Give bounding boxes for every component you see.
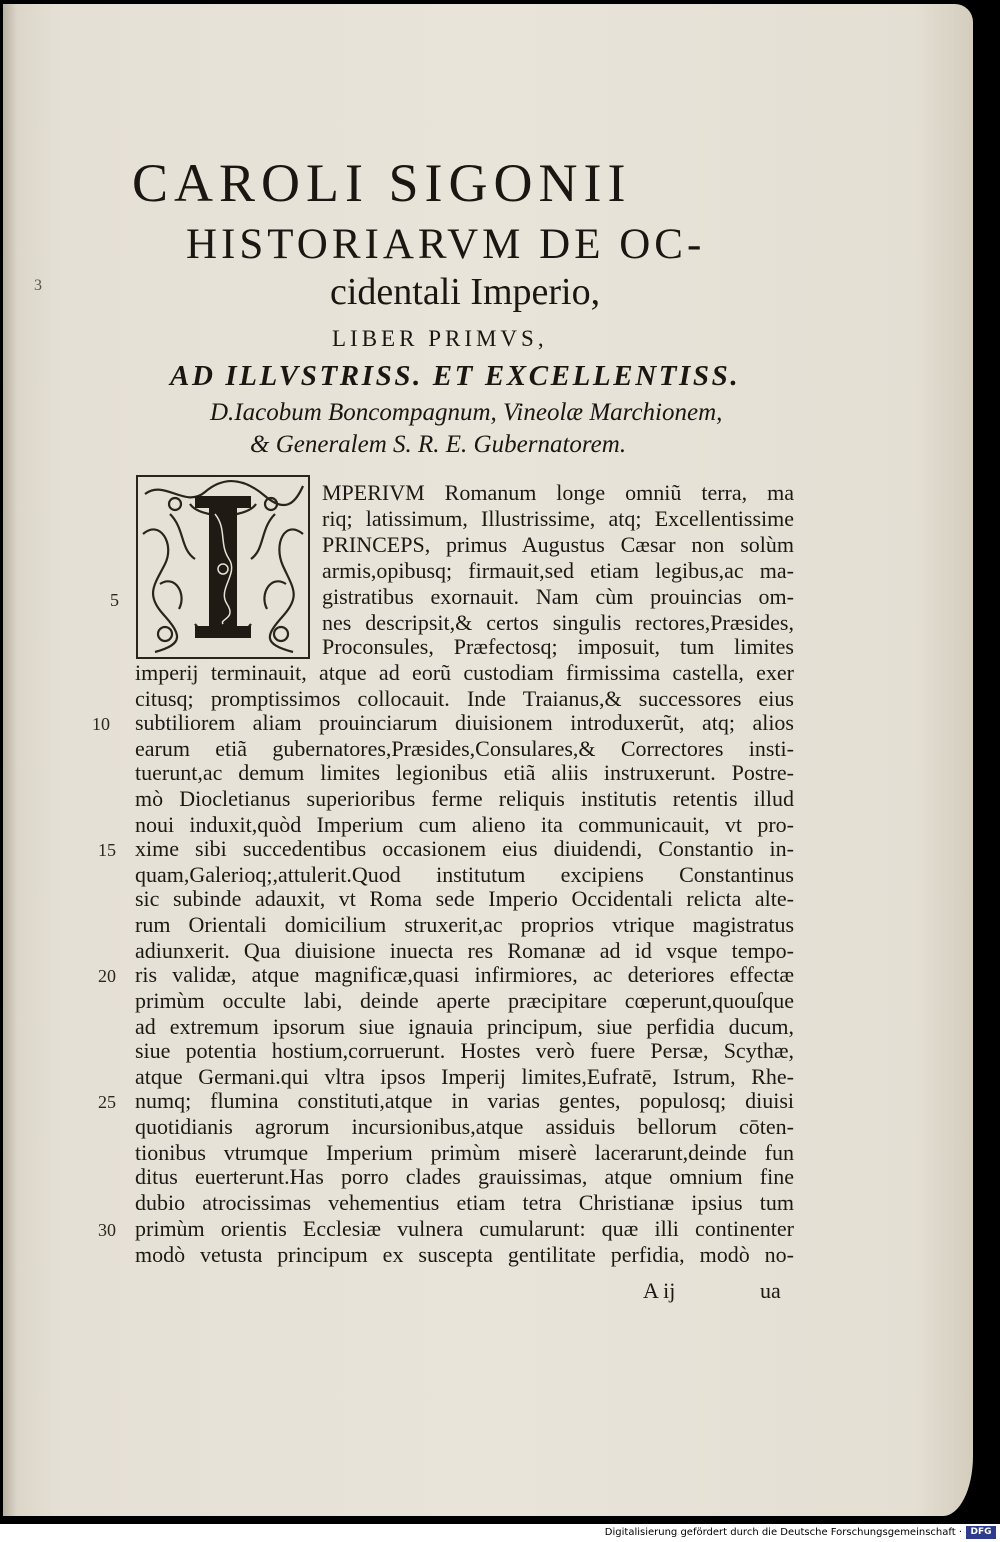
text-line: imperij terminauit, atque ad eorũ custodiam firmissima castella, exer <box>135 660 794 685</box>
text-line: quam,Galerioq;,attulerit.Quod institutum excipiens Constantinus <box>135 862 794 887</box>
text-line: earum etiã gubernatores,Præsides,Consulares,& Correctores insti- <box>135 736 794 761</box>
text-line: tuerunt,ac demum limites legionibus etiã aliis instruxerunt. Postre- <box>135 760 794 785</box>
dedication-heading: AD ILLVSTRISS. ET EXCELLENTISS. <box>170 360 741 392</box>
text-line: siue potentia hostium,corruerunt. Hostes verò fuere Persæ, Scythæ, <box>135 1038 794 1063</box>
text-line: PRINCEPS, primus Augustus Cæsar non solùm <box>322 532 794 557</box>
text-line: xime sibi succedentibus occasionem eius diuidendi, Constantio in- <box>135 836 794 861</box>
title-book-number: LIBER PRIMVS, <box>332 326 548 351</box>
line-number: 5 <box>110 590 119 610</box>
line-number: 20 <box>98 966 116 986</box>
page-gutter-shadow <box>3 4 17 1516</box>
catchword: ua <box>760 1278 781 1303</box>
dedication-line: & Generalem S. R. E. Gubernatorem. <box>250 431 627 458</box>
title-work-continued: cidentali Imperio, <box>330 271 601 313</box>
signature-mark: A ij <box>643 1278 676 1303</box>
title-author: CAROLI SIGONII <box>132 153 632 213</box>
text-line: Proconsules, Præfectosq; imposuit, tum limites <box>322 634 794 659</box>
text-line: subtiliorem aliam prouinciarum diuisionem introduxerũt, atq; alios <box>135 710 794 735</box>
text-line: adiunxerit. Qua diuisione inuecta res Romanæ ad id vsque tempo- <box>135 938 794 963</box>
text-line: noui induxit,quòd Imperium cum alieno ita communicauit, vt pro- <box>135 812 794 837</box>
text-line: primùm orientis Ecclesiæ vulnera cumularunt: quæ illi continenter <box>135 1216 794 1241</box>
dfg-logo-icon: DFG <box>966 1526 996 1539</box>
decorated-initial-icon <box>135 474 311 660</box>
text-line: armis,opibusq; firmauit,sed etiam legibus,ac ma- <box>322 558 794 583</box>
line-number: 10 <box>92 714 110 734</box>
text-line: ad extremum ipsorum siue ignauia principum, siue perfidia ducum, <box>135 1014 794 1039</box>
title-work: HISTORIARVM DE OC- <box>186 221 706 268</box>
line-number: 15 <box>98 840 116 860</box>
text-line: citusq; promptissimos collocauit. Inde Traianus,& successores eius <box>135 686 794 711</box>
text-line: atque Germani.qui vltra ipsos Imperij limites,Eufratē, Istrum, Rhe- <box>135 1064 794 1089</box>
line-number: 30 <box>98 1220 116 1240</box>
line-number: 25 <box>98 1092 116 1112</box>
text-line: mò Diocletianus superioribus ferme reliquis institutis retentis illud <box>135 786 794 811</box>
text-line: nes descripsit,& certos singulis rectores,Præsides, <box>322 610 794 635</box>
text-line: ris validæ, atque magnificæ,quasi infirmiores, ac deteriores effectæ <box>135 962 794 987</box>
text-line: riq; latissimum, Illustrissime, atq; Excellentissime <box>322 506 794 531</box>
text-line: tionibus vtrumque Imperium primùm miserè lacerarunt,deinde fun <box>135 1140 794 1165</box>
text-line: dubio atrocissimas vehementius etiam tetra Christianæ ipsius tum <box>135 1190 794 1215</box>
text-line: rum Orientali domicilium struxerit,ac proprios vtrique magistratus <box>135 912 794 937</box>
text-line: primùm occulte labi, deinde aperte præcipitare cœperunt,quouſque <box>135 988 794 1013</box>
text-line: gistratibus exornauit. Nam cùm prouincias om- <box>322 584 794 609</box>
dedication-line: D.Iacobum Boncompagnum, Vineolæ Marchionem, <box>210 399 723 426</box>
margin-mark: 3 <box>34 277 42 294</box>
text-line: ditus euerterunt.Has porro clades grauissimas, atque omnium fine <box>135 1164 794 1189</box>
text-line: quotidianis agrorum incursionibus,atque assiduis bellorum cōten- <box>135 1114 794 1139</box>
text-line: MPERIVM Romanum longe omniũ terra, ma <box>322 480 794 505</box>
text-line: modò vetusta principum ex suscepta gentilitate perfidia, modò no- <box>135 1242 794 1267</box>
text-line: sic subinde adauxit, vt Roma sede Imperio Occidentali relicta alte- <box>135 886 794 911</box>
funding-credit: Digitalisierung gefördert durch die Deutsche Forschungsgemeinschaft · <box>604 1527 962 1538</box>
text-line: numq; flumina constituti,atque in varias gentes, populosq; diuisi <box>135 1088 794 1113</box>
